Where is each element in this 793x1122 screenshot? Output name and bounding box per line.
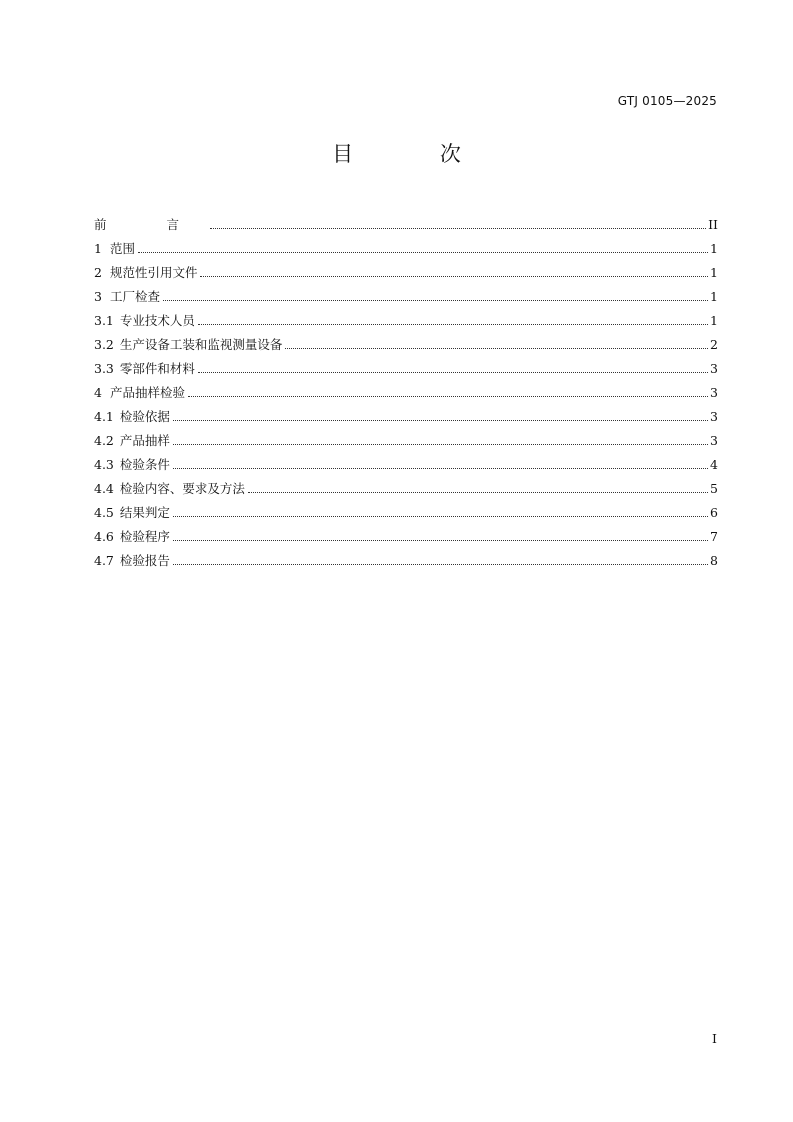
toc-item-3-1[interactable]	[94, 311, 718, 335]
toc-item-number: 1	[94, 241, 102, 256]
toc-item-number: 4.5	[94, 505, 114, 520]
toc-dot-leader	[200, 275, 708, 277]
toc-item-4-1[interactable]	[94, 407, 718, 431]
toc-dot-leader	[210, 227, 706, 229]
toc-item-3-3[interactable]	[94, 359, 718, 383]
toc-item-page: II	[708, 217, 718, 232]
toc-item-page: 3	[710, 385, 718, 400]
toc-dot-leader	[163, 299, 708, 301]
toc-item-number: 2	[94, 265, 102, 280]
page-number: I	[712, 1031, 717, 1046]
toc-item-label: 专业技术人员	[119, 313, 195, 328]
toc-item-number: 4.6	[94, 529, 114, 544]
toc-item-page: 5	[710, 481, 718, 496]
toc-item-4-3[interactable]	[94, 455, 718, 479]
toc-dot-leader	[138, 251, 708, 253]
toc-item-label: 生产设备工装和监视测量设备	[119, 337, 283, 352]
toc-item-2[interactable]	[94, 263, 718, 287]
toc-item-label: 工厂检查	[109, 289, 160, 304]
toc-dot-leader	[173, 467, 708, 469]
toc-item-number: 3.2	[94, 337, 114, 352]
toc-item-label: 检验报告	[119, 553, 170, 568]
toc-item-3-2[interactable]	[94, 335, 718, 359]
toc-item-page: 3	[710, 409, 718, 424]
toc-item-label: 结果判定	[119, 505, 170, 520]
toc-item-label: 产品抽样	[119, 433, 170, 448]
toc-dot-leader	[173, 443, 708, 445]
toc-dot-leader	[173, 515, 708, 517]
toc-item-page: 4	[710, 457, 718, 472]
toc-item-1[interactable]	[94, 239, 718, 263]
toc-item-number: 4.4	[94, 481, 114, 496]
toc-item-foreword[interactable]	[94, 215, 718, 239]
toc-item-number: 4	[94, 385, 102, 400]
toc-item-label: 前 言	[94, 217, 207, 232]
toc-dot-leader	[188, 395, 708, 397]
toc-item-label: 零部件和材料	[119, 361, 195, 376]
toc-item-4-4[interactable]	[94, 479, 718, 503]
toc-item-label: 检验程序	[119, 529, 170, 544]
toc-item-page: 7	[710, 529, 718, 544]
page-title: 目 次	[332, 142, 501, 166]
toc-item-3[interactable]	[94, 287, 718, 311]
toc-dot-leader	[173, 563, 708, 565]
toc-item-number: 3.1	[94, 313, 114, 328]
toc-item-label: 范围	[109, 241, 135, 256]
toc-item-page: 1	[710, 241, 718, 256]
toc-dot-leader	[173, 539, 708, 541]
toc-item-page: 1	[710, 313, 718, 328]
toc-item-label: 检验依据	[119, 409, 170, 424]
table-of-contents	[94, 215, 718, 575]
toc-item-page: 2	[710, 337, 718, 352]
toc-item-page: 8	[710, 553, 718, 568]
toc-item-page: 3	[710, 361, 718, 376]
toc-item-number: 3	[94, 289, 102, 304]
toc-item-page: 1	[710, 289, 718, 304]
toc-dot-leader	[198, 371, 708, 373]
toc-item-page: 3	[710, 433, 718, 448]
toc-item-page: 6	[710, 505, 718, 520]
document-code: GTJ 0105—2025	[617, 94, 717, 108]
toc-item-number: 3.3	[94, 361, 114, 376]
toc-item-number: 4.7	[94, 553, 114, 568]
toc-item-4-5[interactable]	[94, 503, 718, 527]
toc-dot-leader	[173, 419, 708, 421]
toc-item-label: 规范性引用文件	[109, 265, 198, 280]
toc-dot-leader	[285, 347, 708, 349]
toc-item-4-2[interactable]	[94, 431, 718, 455]
toc-item-4-6[interactable]	[94, 527, 718, 551]
toc-item-label: 产品抽样检验	[109, 385, 185, 400]
toc-item-page: 1	[710, 265, 718, 280]
toc-dot-leader	[248, 491, 708, 493]
toc-item-4[interactable]	[94, 383, 718, 407]
toc-item-number: 4.1	[94, 409, 114, 424]
toc-item-4-7[interactable]	[94, 551, 718, 575]
toc-item-number: 4.2	[94, 433, 114, 448]
toc-dot-leader	[198, 323, 708, 325]
toc-item-label: 检验内容、要求及方法	[119, 481, 245, 496]
toc-item-number: 4.3	[94, 457, 114, 472]
toc-item-label: 检验条件	[119, 457, 170, 472]
